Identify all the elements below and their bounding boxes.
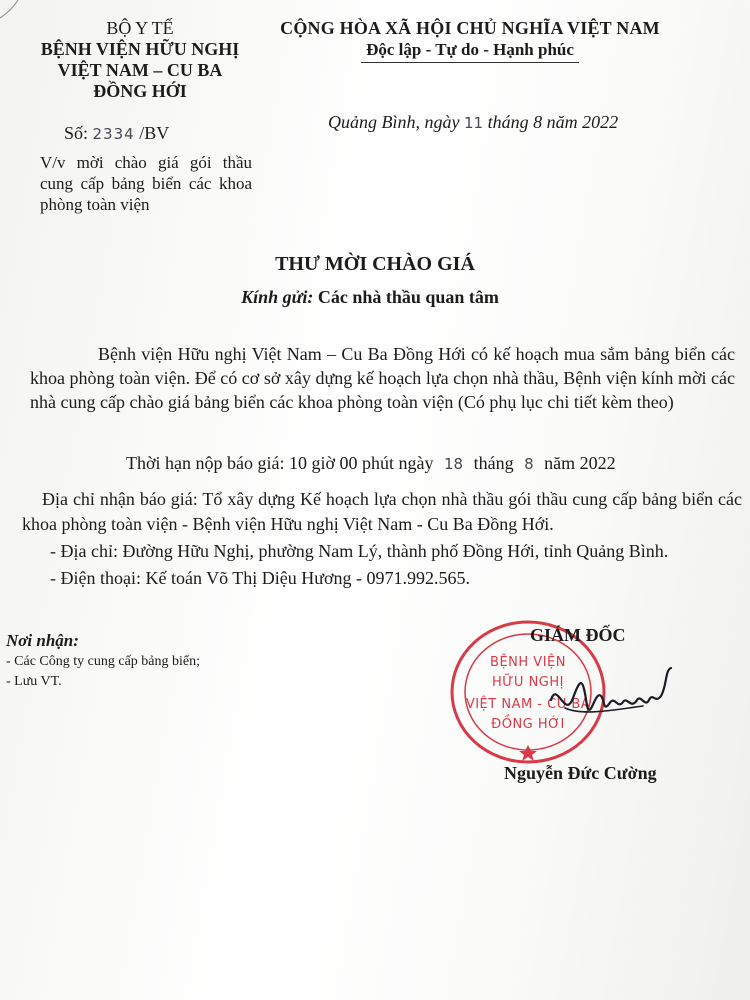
recipients-label: Nơi nhận: bbox=[6, 631, 79, 650]
handwritten-signature bbox=[543, 660, 693, 735]
national-motto: Độc lập - Tự do - Hạnh phúc bbox=[366, 40, 574, 59]
recipients-block bbox=[6, 631, 200, 692]
ministry-name: BỘ Y TẾ bbox=[106, 18, 174, 38]
submission-deadline bbox=[126, 453, 616, 474]
recipient-item: - Các Công ty cung cấp bảng biển; bbox=[6, 654, 201, 669]
deadline-day-handwritten: 18 bbox=[444, 455, 464, 473]
deadline-prefix: Thời hạn nộp báo giá: 10 giờ 00 phút ngày bbox=[126, 453, 434, 473]
stamp-star-icon bbox=[519, 745, 537, 761]
recipient-item: - Lưu VT. bbox=[6, 674, 62, 689]
greeting-label: Kính gửi: bbox=[241, 287, 314, 307]
greeting-value: Các nhà thầu quan tâm bbox=[317, 287, 499, 307]
deadline-month-handwritten: 8 bbox=[524, 455, 534, 473]
deadline-month-label: tháng bbox=[473, 453, 514, 473]
stamp-line2: HỮU NGHỊ bbox=[492, 675, 564, 690]
address-section bbox=[22, 487, 742, 591]
address-paragraph: Địa chỉ nhận báo giá: Tổ xây dựng Kế hoạch lựa chọn nhà thầu gói thầu cung cấp bảng biển các khoa phòng toàn viện - Bệnh viện Hữu nghị Việt Nam - Cu Ba Đồng Hới. bbox=[22, 489, 742, 534]
document-number bbox=[64, 123, 169, 144]
body-section bbox=[30, 342, 735, 422]
stamp-line4: ĐỒNG HỚI bbox=[491, 717, 565, 732]
document-title: THƯ MỜI CHÀO GIÁ bbox=[275, 253, 475, 275]
number-suffix: /BV bbox=[139, 123, 170, 143]
date-prefix: Quảng Bình, ngày bbox=[328, 112, 460, 132]
signer-title: GIÁM ĐỐC bbox=[530, 625, 626, 645]
stamp-line1: BỆNH VIỆN bbox=[490, 655, 566, 670]
hospital-name-line1: BỆNH VIỆN HỮU NGHỊ bbox=[40, 39, 240, 59]
motto-underline bbox=[361, 62, 579, 63]
date-suffix: tháng 8 năm 2022 bbox=[487, 112, 619, 132]
address-line: - Địa chỉ: Đường Hữu Nghị, phường Nam Lý, thành phố Đồng Hới, tỉnh Quảng Bình. bbox=[50, 541, 669, 561]
greeting bbox=[0, 287, 740, 308]
intro-paragraph: Bệnh viện Hữu nghị Việt Nam – Cu Ba Đồng Hới có kế hoạch mua sắm bảng biển các khoa phòng toàn viện. Để có cơ sở xây dựng kế hoạch lựa chọn nhà thầu, Bệnh viện kính mời các nhà cung cấp chào giá bảng biển các khoa phòng toàn viện (Có phụ lục chi tiết kèm theo) bbox=[30, 344, 735, 412]
hospital-name-line3: ĐỒNG HỚI bbox=[93, 81, 187, 101]
issuer-header bbox=[40, 18, 240, 102]
date-day-handwritten: 11 bbox=[463, 114, 484, 132]
phone-line: - Điện thoại: Kế toán Võ Thị Diệu Hương - 0971.992.565. bbox=[50, 568, 471, 588]
deadline-year: năm 2022 bbox=[544, 453, 616, 473]
stamp-line3: VIỆT NAM - CU BA bbox=[465, 697, 591, 712]
subject-line: V/v mời chào giá gói thầu cung cấp bảng biển các khoa phòng toàn viện bbox=[40, 153, 252, 214]
number-handwritten: 2334 bbox=[92, 125, 135, 143]
national-title: CỘNG HÒA XÃ HỘI CHỦ NGHĨA VIỆT NAM bbox=[280, 18, 660, 38]
hospital-name-line2: VIỆT NAM – CU BA bbox=[57, 60, 223, 80]
national-header bbox=[270, 18, 670, 63]
issue-date bbox=[328, 112, 618, 133]
signer-name: Nguyễn Đức Cường bbox=[504, 763, 657, 783]
number-label: Số: bbox=[64, 123, 89, 143]
